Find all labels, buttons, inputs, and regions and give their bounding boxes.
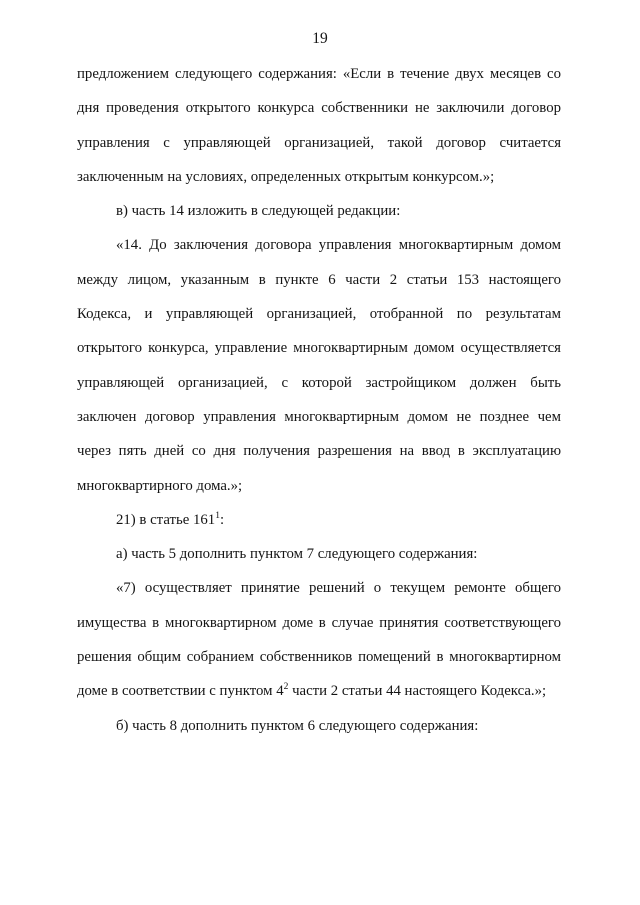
text-line: через пять дней со дня получения разрешения на ввод в эксплуатацию xyxy=(77,443,561,460)
text-line: заключенным на условиях, определенных открытым конкурсом.»; xyxy=(77,168,495,185)
text-line: управления с управляющей организацией, такой договор считается xyxy=(77,134,561,151)
superscript: 1 xyxy=(215,510,220,521)
text-fragment: 21) в статье 161 xyxy=(116,511,216,528)
text-line: б) часть 8 дополнить пунктом 6 следующего содержания: xyxy=(116,717,479,734)
document-body xyxy=(77,57,561,743)
text-line: между лицом, указанным в пункте 6 части 2 статьи 153 настоящего xyxy=(77,271,561,288)
paragraph-quote-14 xyxy=(77,228,561,502)
text-line: предложением следующего содержания: «Если в течение двух месяцев со xyxy=(77,66,561,82)
text-line: в) часть 14 изложить в следующей редакции: xyxy=(116,203,401,220)
text-line: имущества в многоквартирном доме в случае принятия соответствующего xyxy=(77,614,561,631)
paragraph-item-a xyxy=(77,537,561,571)
text-line xyxy=(77,503,561,537)
paragraph-continuation xyxy=(77,57,561,194)
text-line: дня проведения открытого конкурса собственники не заключили договор xyxy=(77,100,561,117)
text-line: Кодекса, и управляющей организацией, отобранной по результатам xyxy=(77,306,561,323)
text-line: а) часть 5 дополнить пунктом 7 следующего содержания: xyxy=(116,546,478,563)
text-line xyxy=(77,674,561,708)
text-line: открытого конкурса, управление многоквартирным домом осуществляется xyxy=(77,340,561,357)
paragraph-item-v xyxy=(77,194,561,228)
text-fragment: части 2 статьи 44 настоящего Кодекса.»; xyxy=(288,683,547,700)
text-line: управляющей организацией, с которой застройщиком должен быть xyxy=(77,374,561,391)
paragraph-item-21 xyxy=(77,503,561,537)
text-fragment: : xyxy=(219,511,225,528)
text-line: многоквартирного дома.»; xyxy=(77,477,243,494)
text-line: «14. До заключения договора управления многоквартирным домом xyxy=(116,237,561,254)
text-line: «7) осуществляет принятие решений о текущем ремонте общего xyxy=(116,580,561,597)
page-number: 19 xyxy=(312,30,328,47)
text-fragment: доме в соответствии с пунктом 4 xyxy=(77,683,284,700)
paragraph-quote-7 xyxy=(77,571,561,708)
superscript: 2 xyxy=(283,682,289,693)
paragraph-item-b xyxy=(77,709,561,743)
text-line: решения общим собранием собственников помещений в многоквартирном xyxy=(77,649,561,666)
text-line: заключен договор управления многоквартирным домом не позднее чем xyxy=(77,408,561,425)
